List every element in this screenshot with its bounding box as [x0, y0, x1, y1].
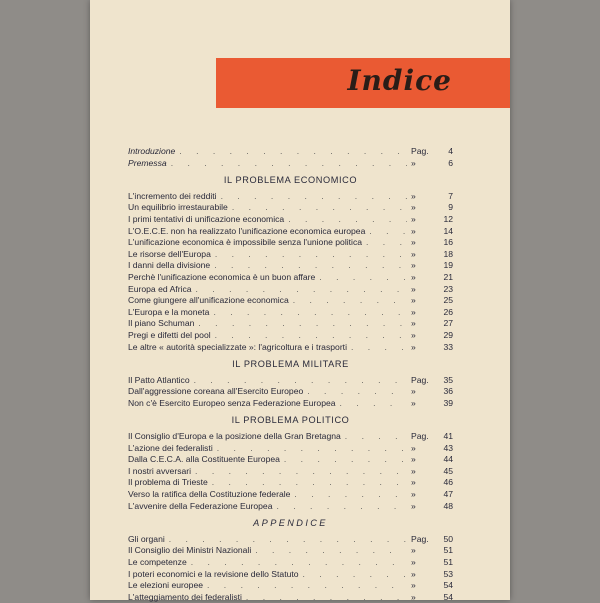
toc-entry [128, 580, 453, 592]
toc-entry-page: 43 [443, 442, 453, 453]
toc-entry-page: 54 [443, 591, 453, 602]
toc-entry-title: Non c'è Esercito Europeo senza Federazione Europea [128, 397, 336, 408]
toc-entry-title: Verso la ratifica della Costituzione federale [128, 489, 291, 500]
dot-leader [307, 386, 407, 398]
toc-entry-page: 41 [443, 431, 453, 442]
dot-leader [293, 295, 407, 307]
dot-leader [232, 202, 407, 214]
toc-entry [128, 249, 453, 261]
toc-entry-page: 23 [443, 283, 453, 294]
toc-entry-ref: » [411, 557, 416, 567]
dot-leader [217, 443, 407, 455]
toc-entry [128, 501, 453, 513]
toc-entry-ref: » [411, 248, 416, 259]
toc-entry-ref: » [411, 568, 416, 579]
toc-entry-title: Il piano Schuman [128, 318, 195, 329]
dot-leader [215, 330, 407, 342]
toc-entry-page: 16 [443, 237, 453, 248]
index-title: Indice [347, 64, 452, 97]
toc-entry [128, 202, 453, 214]
toc-entry-title: Come giungere all'unificazione economica [128, 295, 289, 306]
dot-leader [340, 398, 407, 410]
toc-entry-title: Europa ed Africa [128, 283, 192, 294]
toc-entry-page: 47 [443, 489, 453, 500]
toc-entry-title: L'incremento dei redditi [128, 190, 217, 201]
toc-entry-title: Il problema di Trieste [128, 477, 208, 488]
toc-entry-ref: » [411, 306, 416, 317]
toc-entry [128, 534, 453, 546]
toc-entry-page: 25 [443, 295, 453, 306]
dot-leader [255, 545, 407, 557]
toc-entry-ref: Pag. [411, 431, 429, 442]
toc-entry-ref: » [411, 465, 416, 476]
toc-entry-page: 26 [443, 306, 453, 317]
dot-leader [213, 307, 407, 319]
toc-entry-page: 14 [443, 225, 453, 236]
toc-entry-title: Pregi e difetti del pool [128, 329, 211, 340]
toc-entry [128, 307, 453, 319]
toc-entry [128, 569, 453, 581]
toc-entry-title: Dalla C.E.C.A. alla Costituente Europea [128, 454, 280, 465]
toc-entry-ref: » [411, 157, 416, 168]
toc-entry-title: Il Consiglio dei Ministri Nazionali [128, 545, 252, 556]
toc-entry [128, 146, 453, 158]
dot-leader [171, 158, 407, 170]
dot-leader [169, 534, 407, 546]
toc-entry-page: 29 [443, 329, 453, 340]
dot-leader [366, 237, 407, 249]
toc-entry-title: L'unificazione economica è impossibile senza l'unione politica [128, 237, 363, 248]
toc-entry-page: 19 [443, 260, 453, 271]
toc-entry-page: 51 [443, 557, 453, 567]
toc-entry-ref: » [411, 271, 416, 282]
toc-entry-title: Dall'aggressione coreana all'Esercito Europeo [128, 386, 304, 397]
toc-entry-title: L'Europa e la moneta [128, 306, 210, 317]
dot-leader [215, 249, 407, 261]
toc-entry-ref: » [411, 213, 416, 224]
toc-entry-title: I nostri avversari [128, 465, 192, 476]
toc-entry-page: 45 [443, 465, 453, 476]
toc-entry-title: I primi tentativi di unificazione economica [128, 213, 285, 224]
toc-entry-ref: » [411, 489, 416, 500]
dot-leader [212, 477, 407, 489]
toc-entry [128, 375, 453, 387]
toc-entry-title: Il Patto Atlantico [128, 374, 190, 385]
toc-entry-ref: » [411, 442, 416, 453]
toc-entry-page: 50 [443, 533, 453, 544]
section-heading: IL PROBLEMA ECONOMICO [223, 175, 358, 186]
dot-leader [179, 146, 407, 158]
toc-entry [128, 318, 453, 330]
dot-leader [369, 226, 407, 238]
toc-entry [128, 489, 453, 501]
toc-entry [128, 158, 453, 170]
dot-leader [277, 501, 408, 513]
toc-entry-page: 6 [448, 157, 453, 168]
toc-entry-page: 12 [443, 213, 453, 224]
toc-entry-title: Le risorse dell'Europa [128, 248, 211, 259]
toc-entry-title: Un equilibrio irrestaurabile [128, 202, 228, 213]
toc-entry-page: 21 [443, 271, 453, 282]
toc-entry-ref: » [411, 500, 416, 511]
book-page [90, 0, 510, 600]
toc-entry-ref: » [411, 580, 416, 591]
toc-entry-ref: » [411, 477, 416, 488]
toc-entry-page: 53 [443, 568, 453, 579]
toc-entry-ref: Pag. [411, 533, 429, 544]
toc-entry-ref: » [411, 190, 416, 201]
toc-entry-ref: » [411, 545, 416, 556]
toc-entry [128, 477, 453, 489]
toc-entry [128, 398, 453, 410]
toc-entry-ref: » [411, 260, 416, 271]
dot-leader [198, 318, 407, 330]
toc-entry [128, 466, 453, 478]
dot-leader [221, 191, 407, 203]
toc-entry-ref: » [411, 329, 416, 340]
toc-entry [128, 260, 453, 272]
toc-entry-ref: » [411, 397, 416, 408]
toc-entry-page: 51 [443, 545, 453, 556]
dot-leader [303, 569, 407, 581]
dot-leader [207, 580, 407, 592]
toc-entry-page: 36 [443, 386, 453, 397]
toc-entry-ref: Pag. [411, 146, 429, 156]
section-heading: IL PROBLEMA POLITICO [231, 415, 350, 426]
toc-entry [128, 545, 453, 557]
toc-entry-page: 54 [443, 580, 453, 591]
dot-leader [246, 592, 407, 603]
toc-entry-page: 44 [443, 454, 453, 465]
toc-entry [128, 191, 453, 203]
toc-entry-ref: Pag. [411, 374, 429, 385]
toc-entry [128, 226, 453, 238]
toc-entry [128, 214, 453, 226]
toc-entry-ref: » [411, 225, 416, 236]
toc-entry-title: L'O.E.C.E. non ha realizzato l'unificazione economica europea [128, 225, 366, 236]
toc-entry-title: Premessa [128, 157, 167, 168]
toc-entry-page: 4 [448, 146, 453, 156]
toc-entry-ref: » [411, 454, 416, 465]
dot-leader [214, 260, 407, 272]
dot-leader [195, 466, 407, 478]
toc-entry-ref: » [411, 237, 416, 248]
toc-entry-ref: » [411, 386, 416, 397]
toc-entry-ref: » [411, 283, 416, 294]
toc-entry-title: L'azione dei federalisti [128, 442, 213, 453]
toc-entry [128, 592, 453, 603]
dot-leader [284, 454, 407, 466]
toc-entry-title: I danni della divisione [128, 260, 211, 271]
toc-entry-title: I poteri economici e la revisione dello Statuto [128, 568, 299, 579]
toc-entry-title: L'atteggiamento dei federalisti [128, 591, 242, 602]
toc-entry-title: Le competenze [128, 557, 187, 567]
dot-leader [345, 431, 407, 443]
dot-leader [294, 489, 407, 501]
dot-leader [288, 214, 407, 226]
toc-entry [128, 237, 453, 249]
toc-entry-title: Le altre « autorità specializzate »: l'agricoltura e i trasporti [128, 341, 347, 352]
toc-entry-page: 46 [443, 477, 453, 488]
toc-entry-title: L'avvenire della Federazione Europea [128, 500, 273, 511]
toc-entry [128, 454, 453, 466]
toc-entry [128, 557, 453, 569]
toc-entry-ref: » [411, 341, 416, 352]
toc-entry [128, 295, 453, 307]
section-heading: APPENDICE [253, 518, 328, 529]
toc-entry [128, 342, 453, 354]
toc-entry [128, 272, 453, 284]
toc-entry-page: 35 [443, 374, 453, 385]
toc-entry-title: Perchè l'unificazione economica è un buon affare [128, 271, 316, 282]
section-heading: IL PROBLEMA MILITARE [232, 359, 349, 370]
toc-entry-page: 9 [448, 202, 453, 213]
toc-entry-page: 7 [448, 190, 453, 201]
dot-leader [351, 342, 407, 354]
dot-leader [196, 284, 407, 296]
table-of-contents [128, 146, 453, 603]
toc-entry [128, 431, 453, 443]
toc-entry-page: 18 [443, 248, 453, 259]
toc-entry-ref: » [411, 318, 416, 329]
toc-entry-ref: » [411, 295, 416, 306]
toc-entry-title: Le elezioni europee [128, 580, 204, 591]
toc-entry-title: Introduzione [128, 146, 176, 156]
dot-leader [319, 272, 407, 284]
toc-entry [128, 284, 453, 296]
toc-entry-ref: » [411, 591, 416, 602]
toc-entry-ref: » [411, 202, 416, 213]
toc-entry-page: 39 [443, 397, 453, 408]
dot-leader [191, 557, 407, 569]
toc-entry-page: 27 [443, 318, 453, 329]
toc-entry-title: Il Consiglio d'Europa e la posizione della Gran Bretagna [128, 431, 341, 442]
toc-entry [128, 386, 453, 398]
toc-entry [128, 443, 453, 455]
toc-entry-page: 48 [443, 500, 453, 511]
toc-entry-title: Gli organi [128, 533, 165, 544]
toc-entry [128, 330, 453, 342]
toc-entry-page: 33 [443, 341, 453, 352]
title-banner [216, 58, 510, 108]
dot-leader [194, 375, 407, 387]
